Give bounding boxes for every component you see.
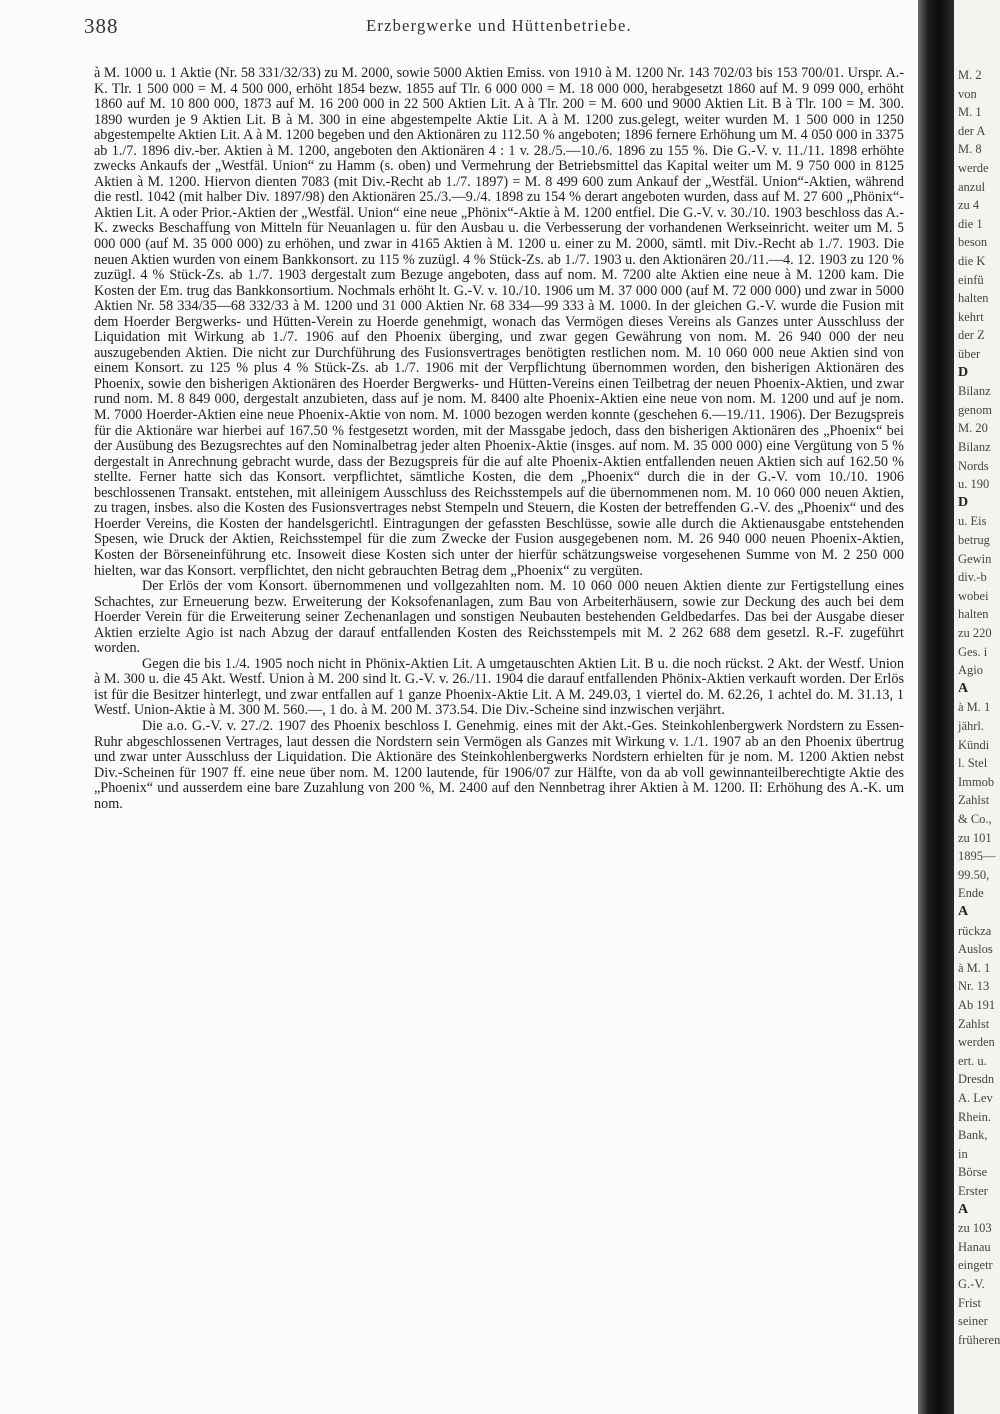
adjacent-page-fragment: ert. u. (958, 1053, 987, 1068)
adjacent-page-fragment: à M. 1 (958, 700, 991, 715)
adjacent-page-fragment: G.-V. (958, 1277, 985, 1291)
adjacent-page-fragment: Dresdn (958, 1072, 995, 1087)
adjacent-page-fragment: der Z (958, 328, 985, 343)
adjacent-page-fragment: M. 1 (958, 105, 982, 120)
adjacent-page-fragment: A (958, 904, 969, 919)
adjacent-page-fragment: jährl. (958, 719, 985, 733)
adjacent-page-fragment: u. Eis (958, 514, 987, 529)
adjacent-page-fragment: div.-b (958, 570, 987, 585)
adjacent-page-fragment: halten (958, 607, 989, 622)
adjacent-page-fragment: werde (958, 161, 989, 175)
adjacent-page-fragment: M. 8 (958, 142, 982, 157)
adjacent-page-fragment: Börse (958, 1165, 988, 1180)
book-gutter-shadow (918, 0, 954, 1414)
adjacent-page-fragment: Ges. i (958, 644, 988, 659)
adjacent-page-fragment: Bank, (958, 1128, 988, 1143)
adjacent-page-edge (954, 0, 1000, 1414)
adjacent-page-fragment: Rhein. (958, 1109, 991, 1124)
adjacent-page-fragment: früheren (958, 1332, 1000, 1347)
adjacent-page-fragment: Gewin (958, 551, 992, 566)
adjacent-page-fragment: 99.50, (958, 867, 990, 882)
adjacent-page-fragment: Hanau (958, 1239, 991, 1254)
adjacent-page-fragment: beson (958, 235, 988, 250)
adjacent-page-fragment: in (958, 1146, 968, 1161)
page-number: 388 (84, 14, 119, 38)
adjacent-page-fragment: genom (958, 402, 993, 417)
adjacent-page-fragment: Frist (958, 1295, 981, 1310)
adjacent-page-fragment: A. Lev (958, 1091, 993, 1105)
adjacent-page-fragment: Ende (958, 886, 984, 901)
adjacent-page-fragment: Zahlst (958, 1016, 990, 1031)
adjacent-page-fragment: Agio (958, 663, 983, 678)
paragraph: Gegen die bis 1./4. 1905 noch nicht in Phönix-Aktien Lit. A umgetauschten Aktien Lit. B u. die noch rückst. 2 Akt. der Westf. Union à M. 300 u. die 45 Akt. Westf. Union à M. 200 sind lt. G.-V. v. 26./11. 1904 die darauf entfallenden Phönix-Aktien verkauft worden. Der Erlös ist für die Besitzer hinterlegt, und zwar entfallen auf 1 ganze Phoenix-Aktie Lit. A M. 249.03, 1 viertel do. M. 62.26, 1 achtel do. M. 31.13, 1 Westf. Union-Aktie à M. 300 M. 560.—, 1 do. à M. 200 M. 373.54. Die Div.-Scheine sind inzwischen verjährt. (94, 655, 904, 719)
adjacent-page-fragment: Kündi (958, 737, 990, 752)
adjacent-page-fragment: seiner (958, 1314, 988, 1329)
adjacent-page-fragment: M. 2 (958, 68, 982, 82)
adjacent-page-fragment: Bilanz (958, 384, 991, 399)
adjacent-page-fragment: einfü (958, 272, 984, 287)
adjacent-page-fragment: Auslos (958, 942, 993, 957)
adjacent-page-fragment: kehrt (958, 309, 984, 324)
adjacent-page-fragment: betrug (958, 533, 990, 547)
adjacent-page-fragment: u. 190 (958, 477, 990, 492)
adjacent-page-fragment: die 1 (958, 216, 983, 231)
adjacent-page-fragment: Bilanz (958, 440, 991, 454)
adjacent-page-fragment: anzul (958, 179, 986, 194)
adjacent-page-fragment: werden (958, 1035, 995, 1050)
adjacent-page-fragment: die K (958, 254, 986, 268)
adjacent-page-fragment: D (958, 494, 969, 510)
adjacent-page-fragment: zu 103 (958, 1221, 992, 1236)
body-text (94, 66, 904, 1406)
paragraph: Der Erlös der vom Konsort. übernommenen und vollgezahlten nom. M. 10 060 000 neuen Aktien diente zur Fertigstellung eines Schachtes, zur Erneuerung bezw. Erweiterung der Koksofenanlagen, zum Bau von Arbeiterhäusern, sowie zur Deckung des auch bei dem Hoerder Verein für die Erweiterung seiner Zechenanlagen und sonstigen Neubauten bestehenden Geldbedarfes. Das bei der Ausgabe dieser Aktien erzielte Agio ist nach Abzug der darauf entfallenden Kosten des Reichsstempels mit M. 2 262 688 dem gesetzl. R.-F. zugeführt worden. (94, 578, 904, 657)
running-head: Erzbergwerke und Hüttenbetriebe. (366, 16, 632, 35)
adjacent-page-fragment: l. Stel (958, 756, 988, 771)
adjacent-page-fragment: eingetr (958, 1258, 993, 1273)
adjacent-page-fragment: rückza (958, 923, 992, 938)
adjacent-page-fragment: Erster (958, 1184, 988, 1198)
paragraph: Die a.o. G.-V. v. 27./2. 1907 des Phoenix beschloss I. Genehmig. eines mit der Akt.-Ges. Steinkohlenbergwerk Nordstern zu Essen-Ruhr abgeschlossenen Vertrages, laut dessen die Nordstern sein Vermögen als Ganzes mit Wirkung v. 1./1. 1907 ab an den Phoenix übertrug und zwar unter Ausschluss der Liquidation. Die Aktionäre des Steinkohlenbergwerks Nordstern erhielten für je nom. M. 1200 Aktien nebst Div.-Scheinen für 1907 ff. eine neue über nom. M. 1200 lautende, für 1906/07 zur Hälfte, von da ab voll gewinnanteilberechtigte Aktie des „Phoenix“ und ausserdem eine bare Zuzahlung von 200 %, M. 2400 auf den Nennbetrag ihrer Aktien à M. 1200. II: Erhöhung des A.-K. um nom. (94, 717, 904, 812)
adjacent-page-fragment: à M. 1 (958, 960, 991, 975)
adjacent-page-fragment: Zahlst (958, 793, 990, 808)
adjacent-page-fragment: Immob (958, 774, 995, 789)
adjacent-page-fragment: über (958, 347, 981, 361)
adjacent-page-fragment: A (958, 680, 969, 696)
adjacent-page-fragment: A (958, 1201, 969, 1217)
adjacent-page-fragment: M. 20 (958, 421, 988, 436)
page-header (84, 14, 914, 44)
adjacent-page-fragment: Ab 191 (958, 998, 996, 1012)
adjacent-page-fragment: der A (958, 123, 986, 138)
adjacent-page-fragment: 1895— (958, 849, 996, 864)
adjacent-page-fragment: Nords (958, 458, 989, 473)
paragraph: à M. 1000 u. 1 Aktie (Nr. 58 331/32/33) zu M. 2000, sowie 5000 Aktien Emiss. von 1910 à M. 1200 Nr. 143 702/03 bis 153 700/01. Urspr. A.-K. Tlr. 1 500 000 = M. 4 500 000, erhöht 1854 bezw. 1855 auf Tlr. 6 000 000 = M. 18 000 000, herabgesetzt 1860 auf M. 9 099 000, erhöht 1860 auf M. 10 800 000, 1873 auf M. 16 200 000 in 22 500 Aktien Lit. A à Tlr. 200 = M. 600 und 9000 Aktien Lit. B à Tlr. 100 = M. 300. 1890 wurden je 9 Aktien Lit. B à M. 300 in eine abgestempelte Aktie Lit. A à M. 1200 zus.gelegt, weiter wurden M. 1 500 000 in 1250 abgestempelte Aktien Lit. A à M. 1200 begeben und den Aktionären zu 112.50 % angeboten; 1896 fernere Erhöhung um M. 4 050 000 in 3375 ab 1./7. 1896 div.-ber. Aktien à M. 1200, angeboten den Aktionären 4 : 1 v. 28./5.—10./6. 1896 zu 155 %. Die G.-V. v. 11./11. 1898 erhöhte zwecks Ankaufs der „Westfäl. Union“ zu Hamm (s. oben) und Vermehrung der Betriebsmittel das Kapital weiter um M. 9 750 000 in 8125 Aktien à M. 1200. Hiervon dienten 7083 (mit Div.-Recht ab 1./7. 1897) = M. 8 499 600 zum Ankauf der „Westfäl. Union“-Aktien, während die restl. 1042 (mit halber Div. 1897/98) den Aktionären 25./3.—9./4. 1898 zu 154 % derart angeboten wurden, dass auf M. 27 600 „Phönix“-Aktien Lit. A oder Prior.-Aktien der „Westfäl. Union“ eine neue „Phönix“-Aktie à M. 1200 entfiel. Die G.-V. v. 30./10. 1903 beschloss das A.-K. zwecks Beschaffung von Mitteln für Neuanlagen u. für den Ausbau u. die Verbesserung der vorhandenen Werkseinricht. weiter um M. 5 000 000 (auf M. 35 000 000) zu erhöhen, und zwar in 4165 Aktien à M. 1200 u. einer zu M. 2000, sämtl. mit Div.-Recht ab 1./7. 1903. Die neuen Aktien wurden von einem Bankkonsort. zu 115 % zuzügl. 4 % Stück-Zs. ab 1./7. 1903 u. den Aktionären 20./11.—4. 12. 1903 zu 120 % zuzügl. 4 % Stück-Zs. ab 1./7. 1903 dergestalt zum Bezuge angeboten, dass auf nom. M. 7200 alte Aktien eine neue à M. 1200 kam. Die Kosten der Em. trug das Bankkonsortium. Nochmals erhöht lt. G.-V. v. 10./10. 1906 um M. 37 000 000 (auf M. 72 000 000) und zwar in 5000 Aktien Nr. 58 334/35—68 332/33 à M. 1200 und 31 000 Aktien Nr. 68 334—99 333 à M. 1000. In der gleichen G.-V. wurde die Fusion mit dem Hoerder Bergwerks- und Hütten-Verein zu Hoerde genehmigt, wonach das Vermögen dieses Vereins als Ganzes unter Ausschluss der Liquidation mit Wirkung ab 1./7. 1906 auf den Phoenix überging, und zwar gegen Gewährung von nom. M. 26 940 000 der neu auszugebenden Aktien. Die nicht zur Durchführung des Fusionsvertrages benötigten restlichen nom. M. 10 060 000 neue Aktien sind von einem Konsort. zu 125 % plus 4 % Stück-Zs. ab 1./7. 1906 mit der Verpflichtung übernommen worden, den bisherigen Aktionären des Phoenix, sowie den bisherigen Aktionären des Hoerder Bergwerks- und Hütten-Vereins einen Teilbetrag der neuen Phoenix-Aktien, und zwar rund nom. M. 8 849 000, dergestalt anzubieten, dass auf je nom. M. 8400 alte Phoenix-Aktien eine neue von nom. M. 1200 und auf je nom. M. 7000 Hoerder-Aktien eine neue Phoenix-Aktie von nom. M. 1000 bezogen werden konnte (geschehen 6.—19./11. 1906). Der Bezugspreis für die Aktionäre war hierbei auf 167.50 % festgesetzt worden, mit der Massgabe jedoch, dass den bisherigen Aktionären des „Phoenix“ bei der Ausübung des Bezugsrechtes auf den Nominalbetrag jeder alten Phoenix-Aktie (insges. auf nom. M. 35 000 000) eine Vergütung von 5 % dergestalt in Anrechnung gebracht wurde, dass der Bezugspreis für die auf alte Phoenix-Aktien entfallenden neuen Aktien sich auf 162.50 % stellte. Ferner hatte sich das Konsort. verpflichtet, sämtliche Kosten, die dem „Phoenix“ durch die in der G.-V. vom 10./10. 1906 beschlossenen Transakt. entstehen, mit alleinigem Ausschluss des Reichsstempels auf die übernommenen nom. M. 10 060 000 neuen Aktien, zu tragen, insbes. also die Kosten des Fusionsvertrages nebst Stempeln und Steuern, die Kosten der betreffenden G.-V. des „Phoenix“ und des Hoerder Vereins, die Kosten der handelsgerichtl. Eintragungen der gefassten Beschlüsse, sowie alle durch die Aktienausgabe entstehenden Spesen, wie Druck der Aktien, Reichsstempel für die zum Zwecke der Fusion ausgegebenen nom. M. 26 940 000 neuen Phoenix-Aktien, Kosten der Börseneinführung etc. Insoweit diese Kosten sich unter der hierfür schätzungsweise vorgesehenen Summe von M. 2 250 000 hielten, war das Konsort. verpflichtet, den nicht gebrauchten Betrag dem „Phoenix“ zu vergüten. (94, 66, 904, 579)
adjacent-page-fragment: wobei (958, 588, 989, 603)
adjacent-page-fragment: zu 4 (958, 198, 980, 213)
adjacent-page-fragment: halten (958, 291, 989, 306)
adjacent-page-fragment: Nr. 13 (958, 979, 990, 994)
adjacent-page-fragment: zu 101 (958, 830, 992, 845)
adjacent-page-fragment: zu 220 (958, 626, 992, 640)
adjacent-page-fragment: D (958, 364, 969, 380)
adjacent-page-fragment: & Co., (958, 812, 992, 826)
adjacent-page-fragment: von (958, 86, 977, 101)
